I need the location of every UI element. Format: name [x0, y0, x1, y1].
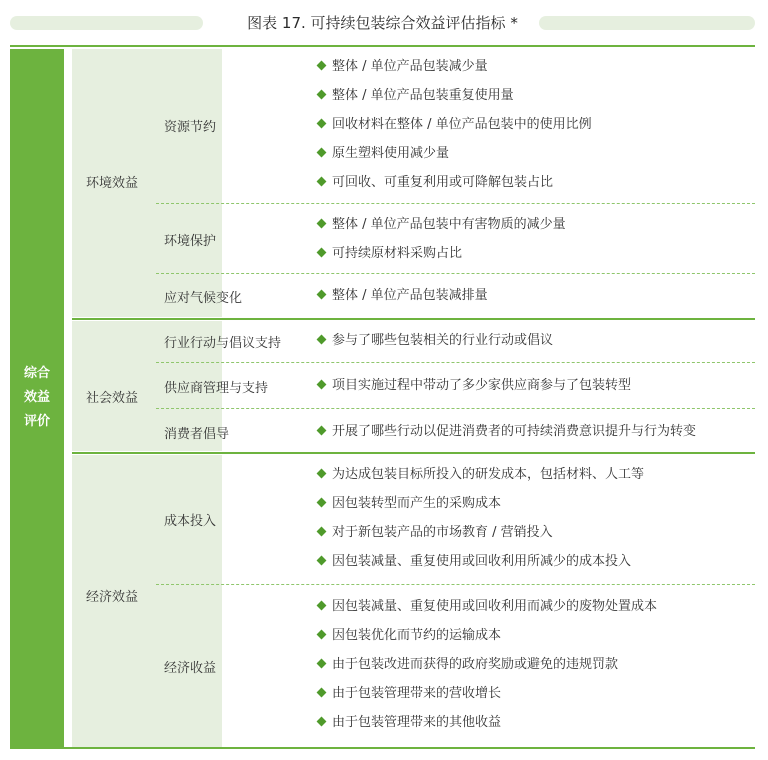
- bullet-icon: [317, 290, 327, 300]
- sub-label-consumer: 消费者倡导: [164, 427, 230, 442]
- sub-label-resource-saving: 资源节约: [164, 120, 217, 135]
- row-divider: [156, 203, 755, 204]
- indicator-item: 可持续原材料采购占比: [318, 245, 462, 263]
- indicator-item: 为达成包装目标所投入的研发成本，包括材料、人工等: [318, 466, 644, 484]
- category-label: 环境效益: [86, 176, 139, 191]
- bullet-icon: [317, 498, 327, 508]
- sub-label-climate: 应对气候变化: [164, 291, 243, 306]
- main-category-cell: [10, 49, 64, 747]
- table-bottom-rule: [10, 747, 755, 749]
- indicator-item: 项目实施过程中带动了多少家供应商参与了包装转型: [318, 377, 631, 395]
- indicator-item: 因包装转型而产生的采购成本: [318, 495, 501, 513]
- indicator-item: 因包装优化而节约的运输成本: [318, 627, 501, 645]
- bullet-icon: [317, 61, 327, 71]
- bullet-icon: [317, 119, 327, 129]
- indicator-item: 由于包装管理带来的营收增长: [318, 685, 501, 703]
- bullet-icon: [317, 380, 327, 390]
- bullet-icon: [317, 601, 327, 611]
- bullet-icon: [317, 527, 327, 537]
- bullet-icon: [317, 659, 327, 669]
- sub-label-industry-action: 行业行动与倡议支持: [164, 336, 282, 351]
- bullet-icon: [317, 688, 327, 698]
- group-separator: [72, 318, 755, 320]
- bullet-icon: [317, 717, 327, 727]
- main-category-label: 综合效益评价: [23, 366, 50, 429]
- indicator-item: 由于包装管理带来的其他收益: [318, 714, 501, 732]
- category-cell-social: [72, 321, 156, 451]
- row-divider: [156, 408, 755, 409]
- indicator-item: 回收材料在整体 / 单位产品包装中的使用比例: [318, 116, 592, 134]
- indicator-item: 因包装减量、重复使用或回收利用而减少的废物处置成本: [318, 598, 657, 616]
- figure-title: 图表 17. 可持续包装综合效益评估指标 *: [247, 14, 518, 32]
- indicator-item: 对于新包装产品的市场教育 / 营销投入: [318, 524, 553, 542]
- row-divider: [156, 584, 755, 585]
- indicator-item: 因包装减量、重复使用或回收利用所减少的成本投入: [318, 553, 631, 571]
- indicator-item: 整体 / 单位产品包装重复使用量: [318, 87, 514, 105]
- bullet-icon: [317, 90, 327, 100]
- group-separator: [72, 452, 755, 454]
- bullet-icon: [317, 177, 327, 187]
- indicator-item: 由于包装改进而获得的政府奖励或避免的违规罚款: [318, 656, 618, 674]
- figure-title-bar: [10, 13, 755, 33]
- indicator-item: 参与了哪些包装相关的行业行动或倡议: [318, 332, 553, 350]
- category-cell-economic: [72, 455, 156, 747]
- sub-label-cost: 成本投入: [164, 514, 217, 529]
- indicator-item: 开展了哪些行动以促进消费者的可持续消费意识提升与行为转变: [318, 423, 696, 441]
- bullet-icon: [317, 556, 327, 566]
- bullet-icon: [317, 148, 327, 158]
- category-cell-environment: [72, 49, 156, 317]
- indicator-item: 整体 / 单位产品包装减少量: [318, 58, 488, 76]
- indicator-item: 整体 / 单位产品包装减排量: [318, 287, 488, 305]
- table-top-rule: [10, 45, 755, 47]
- sub-cell-bg: [156, 455, 222, 747]
- row-divider: [156, 362, 755, 363]
- sub-label-supplier: 供应商管理与支持: [164, 381, 269, 396]
- category-label: 经济效益: [86, 590, 139, 605]
- sub-cell-bg: [156, 49, 222, 317]
- category-label: 社会效益: [86, 391, 139, 406]
- bullet-icon: [317, 335, 327, 345]
- bullet-icon: [317, 248, 327, 258]
- indicator-item: 整体 / 单位产品包装中有害物质的减少量: [318, 216, 566, 234]
- indicator-item: 可回收、可重复利用或可降解包装占比: [318, 174, 553, 192]
- row-divider: [156, 273, 755, 274]
- sub-label-environment-protection: 环境保护: [164, 234, 217, 249]
- bullet-icon: [317, 630, 327, 640]
- sub-label-revenue: 经济收益: [164, 661, 217, 676]
- indicator-item: 原生塑料使用减少量: [318, 145, 449, 163]
- bullet-icon: [317, 219, 327, 229]
- bullet-icon: [317, 469, 327, 479]
- bullet-icon: [317, 426, 327, 436]
